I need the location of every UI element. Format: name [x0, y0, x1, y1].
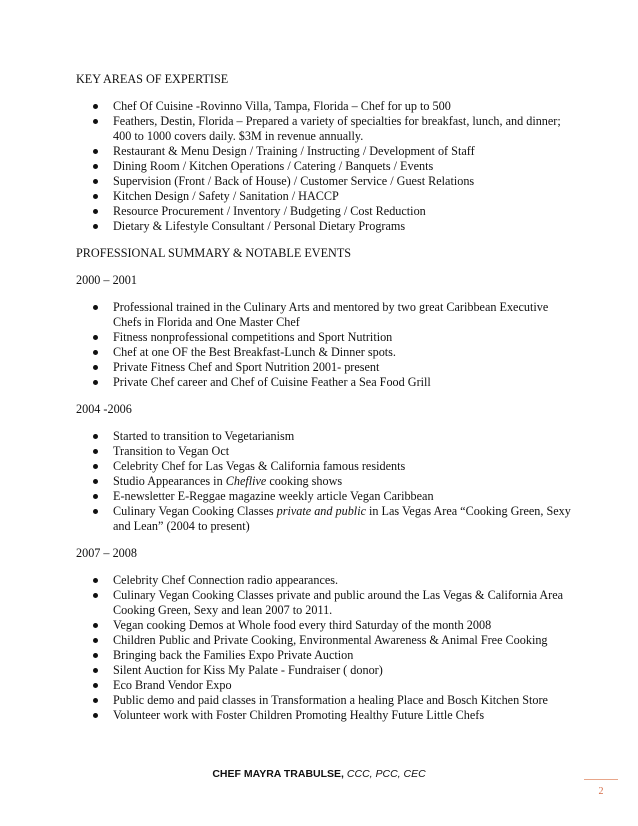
spacer	[76, 234, 576, 246]
list-item: Children Public and Private Cooking, Environmental Awareness & Animal Free Cooking	[76, 633, 576, 648]
text-run: cooking shows	[266, 474, 343, 488]
list-item: Celebrity Chef for Las Vegas & California famous residents	[76, 459, 576, 474]
text-run: in Las Vegas Area “Cooking Green, Sexy and Lean” (2004 to present)	[113, 504, 571, 533]
list-item: Culinary Vegan Cooking Classes private and public around the Las Vegas & California Area Cooking Green, Sexy and lean 2007 to 2011.	[76, 588, 576, 618]
period-2007-list	[76, 573, 576, 723]
list-item: Volunteer work with Foster Children Promoting Healthy Future Little Chefs	[76, 708, 576, 723]
list-item: Dining Room / Kitchen Operations / Catering / Banquets / Events	[76, 159, 576, 174]
list-item: E-newsletter E-Reggae magazine weekly article Vegan Caribbean	[76, 489, 576, 504]
spacer	[76, 561, 576, 573]
expertise-list	[76, 99, 576, 234]
expertise-heading: KEY AREAS OF EXPERTISE	[76, 72, 229, 86]
list-item	[76, 504, 576, 534]
list-item: Private Fitness Chef and Sport Nutrition 2001- present	[76, 360, 576, 375]
list-item: Feathers, Destin, Florida – Prepared a variety of specialties for breakfast, lunch, and dinner; 400 to 1000 covers daily. $3M in revenue annually.	[76, 114, 576, 144]
author-name: CHEF MAYRA TRABULSE,	[212, 768, 344, 780]
list-item: Kitchen Design / Safety / Sanitation / HACCP	[76, 189, 576, 204]
list-item: Silent Auction for Kiss My Palate - Fundraiser ( donor)	[76, 663, 576, 678]
resume-body	[76, 72, 576, 723]
list-item: Professional trained in the Culinary Arts and mentored by two great Caribbean Executive Chefs in Florida and One Master Chef	[76, 300, 576, 330]
list-item: Chef at one OF the Best Breakfast-Lunch & Dinner spots.	[76, 345, 576, 360]
text-run: Studio Appearances in	[113, 474, 226, 488]
period-heading-2000: 2000 – 2001	[76, 273, 137, 287]
spacer	[76, 534, 576, 546]
spacer	[76, 261, 576, 273]
list-item: Dietary & Lifestyle Consultant / Personal Dietary Programs	[76, 219, 576, 234]
spacer	[76, 417, 576, 429]
show-name: Cheflive	[225, 474, 267, 488]
summary-heading: PROFESSIONAL SUMMARY & NOTABLE EVENTS	[76, 246, 352, 260]
spacer	[76, 288, 576, 300]
list-item: Eco Brand Vendor Expo	[76, 678, 576, 693]
author-credentials: CCC, PCC, CEC	[343, 768, 426, 780]
list-item: Vegan cooking Demos at Whole food every third Saturday of the month 2008	[76, 618, 576, 633]
page-number-rule	[584, 779, 618, 780]
list-item: Bringing back the Families Expo Private Auction	[76, 648, 576, 663]
list-item	[76, 474, 576, 489]
list-item: Public demo and paid classes in Transformation a healing Place and Bosch Kitchen Store	[76, 693, 576, 708]
list-item: Resource Procurement / Inventory / Budgeting / Cost Reduction	[76, 204, 576, 219]
period-heading-2007: 2007 – 2008	[76, 546, 137, 560]
list-item: Supervision (Front / Back of House) / Customer Service / Guest Relations	[76, 174, 576, 189]
list-item: Private Chef career and Chef of Cuisine Feather a Sea Food Grill	[76, 375, 576, 390]
list-item: Restaurant & Menu Design / Training / Instructing / Development of Staff	[76, 144, 576, 159]
list-item: Chef Of Cuisine -Rovinno Villa, Tampa, Florida – Chef for up to 500	[76, 99, 576, 114]
spacer	[76, 87, 576, 99]
period-2000-list	[76, 300, 576, 390]
spacer	[76, 390, 576, 402]
emphasis: private and public	[276, 504, 366, 518]
text-run: Culinary Vegan Cooking Classes	[113, 504, 277, 518]
period-heading-2004: 2004 -2006	[76, 402, 132, 416]
list-item: Fitness nonprofessional competitions and Sport Nutrition	[76, 330, 576, 345]
page-number: 2	[598, 786, 604, 797]
page-footer	[0, 768, 638, 780]
list-item: Transition to Vegan Oct	[76, 444, 576, 459]
list-item: Celebrity Chef Connection radio appearances.	[76, 573, 576, 588]
period-2004-list	[76, 429, 576, 534]
list-item: Started to transition to Vegetarianism	[76, 429, 576, 444]
